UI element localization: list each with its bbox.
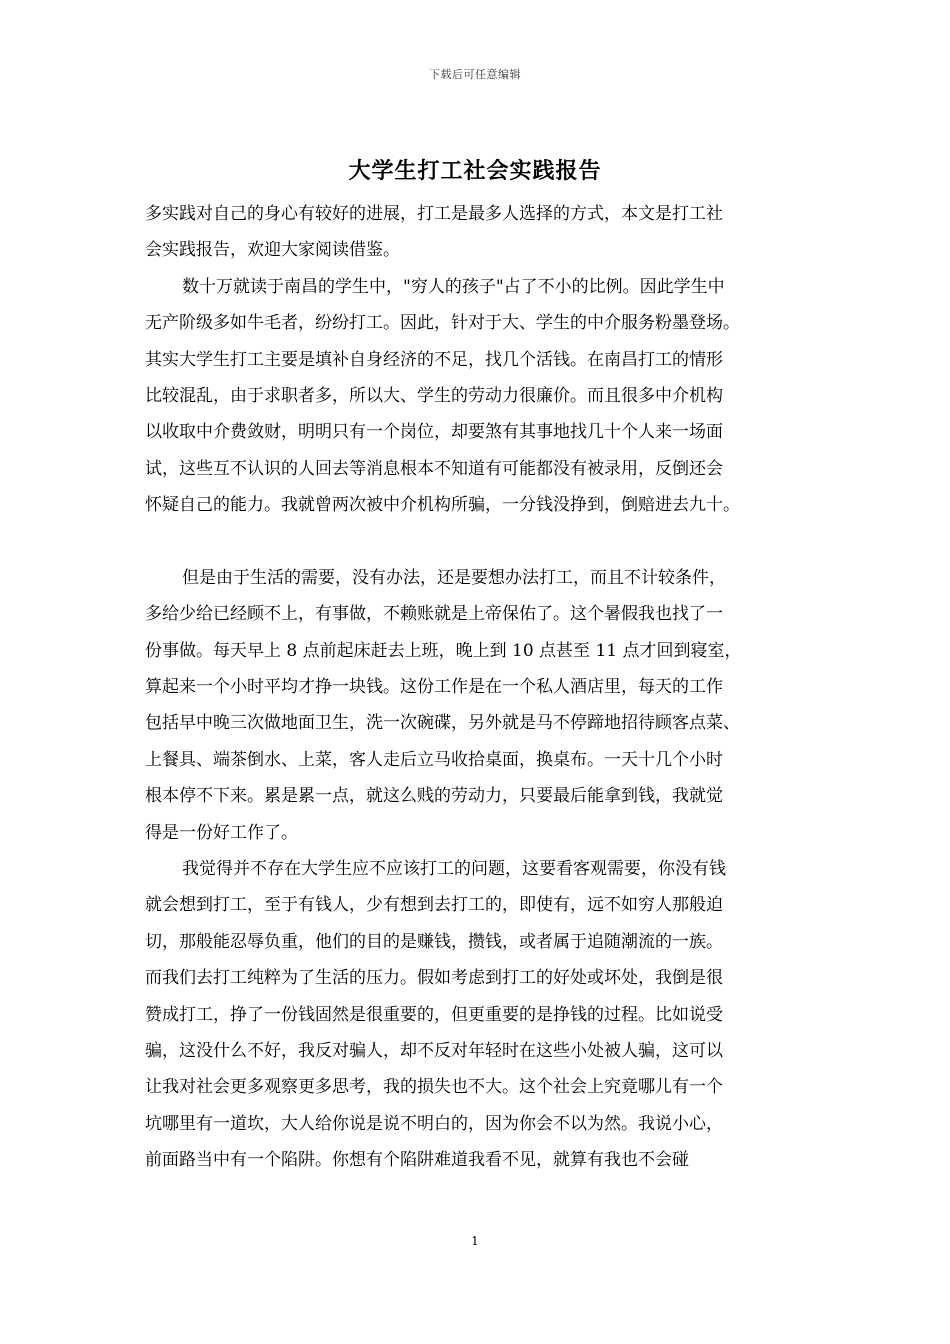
text-line: 骗，这没什么不好，我反对骗人，却不反对年轻时在这些小处被人骗，这可以 — [145, 1040, 723, 1061]
text-line: 以收取中介费敛财，明明只有一个岗位，却要煞有其事地找几十个人来一场面 — [145, 422, 723, 443]
text-line: 切，那般能忍辱负重，他们的目的是赚钱，攒钱，或者属于追随潮流的一族。 — [145, 931, 723, 952]
text-line: 其实大学生打工主要是填补自身经济的不足，找几个活钱。在南昌打工的情形 — [145, 349, 723, 370]
header-note: 下载后可任意编辑 — [429, 68, 521, 81]
text-line: 份事做。每天早上 8 点前起床赶去上班，晚上到 10 点甚至 11 点才回到寝室， — [145, 640, 742, 661]
text-line: 多给少给已经顾不上，有事做，不赖账就是上帝保佑了。这个暑假我也找了一 — [145, 604, 723, 625]
document-title: 大学生打工社会实践报告 — [348, 158, 602, 184]
text-line: 会实践报告，欢迎大家阅读借鉴。 — [145, 240, 400, 261]
document-body — [145, 196, 825, 1179]
text-line: 比较混乱，由于求职者多，所以大、学生的劳动力很廉价。而且很多中介机构 — [145, 385, 723, 406]
paragraph-spacer — [145, 524, 825, 560]
page-number: 1 — [471, 1234, 479, 1248]
text-line: 数十万就读于南昌的学生中，"穷人的孩子"占了不小的比例。因此学生中 — [182, 276, 725, 297]
paragraph-2 — [145, 560, 825, 851]
text-line: 让我对社会更多观察更多思考，我的损失也不大。这个社会上究竟哪儿有一个 — [145, 1077, 723, 1098]
text-line: 而我们去打工纯粹为了生活的压力。假如考虑到打工的好处或坏处，我倒是很 — [145, 968, 723, 989]
text-line: 赞成打工，挣了一份钱固然是很重要的，但更重要的是挣钱的过程。比如说受 — [145, 1004, 723, 1025]
text-line: 就会想到打工，至于有钱人，少有想到去打工的，即使有，远不如穷人那般迫 — [145, 895, 723, 916]
text-line: 得是一份好工作了。 — [145, 822, 298, 843]
text-line: 包括早中晚三次做地面卫生，洗一次碗碟，另外就是马不停蹄地招待顾客点菜、 — [145, 713, 740, 734]
text-line: 怀疑自己的能力。我就曾两次被中介机构所骗，一分钱没挣到，倒赔进去九十。 — [145, 495, 740, 516]
text-line: 前面路当中有一个陷阱。你想有个陷阱难道我看不见，就算有我也不会碰 — [145, 1150, 689, 1171]
paragraph-1 — [145, 269, 825, 524]
text-line: 试，这些互不认识的人回去等消息根本不知道有可能都没有被录用，反倒还会 — [145, 458, 723, 479]
intro-paragraph — [145, 196, 825, 269]
text-line: 上餐具、端茶倒水、上菜，客人走后立马收拾桌面，换桌布。一天十几个小时 — [145, 749, 723, 770]
text-line: 根本停不下来。累是累一点，就这么贱的劳动力，只要最后能拿到钱，我就觉 — [145, 786, 723, 807]
text-line: 无产阶级多如牛毛者，纷纷打工。因此，针对于大、学生的中介服务粉墨登场。 — [145, 313, 740, 334]
text-line: 多实践对自己的身心有较好的进展，打工是最多人选择的方式，本文是打工社 — [145, 204, 723, 224]
text-line: 算起来一个小时平均才挣一块钱。这份工作是在一个私人酒店里，每天的工作 — [145, 677, 723, 698]
text-line: 我觉得并不存在大学生应不应该打工的问题，这要看客观需要，你没有钱 — [182, 859, 726, 880]
paragraph-3 — [145, 851, 825, 1179]
text-line: 坑哪里有一道坎，大人给你说是说不明白的，因为你会不以为然。我说小心， — [145, 1113, 723, 1134]
text-line: 但是由于生活的需要，没有办法，还是要想办法打工，而且不计较条件， — [182, 567, 726, 588]
